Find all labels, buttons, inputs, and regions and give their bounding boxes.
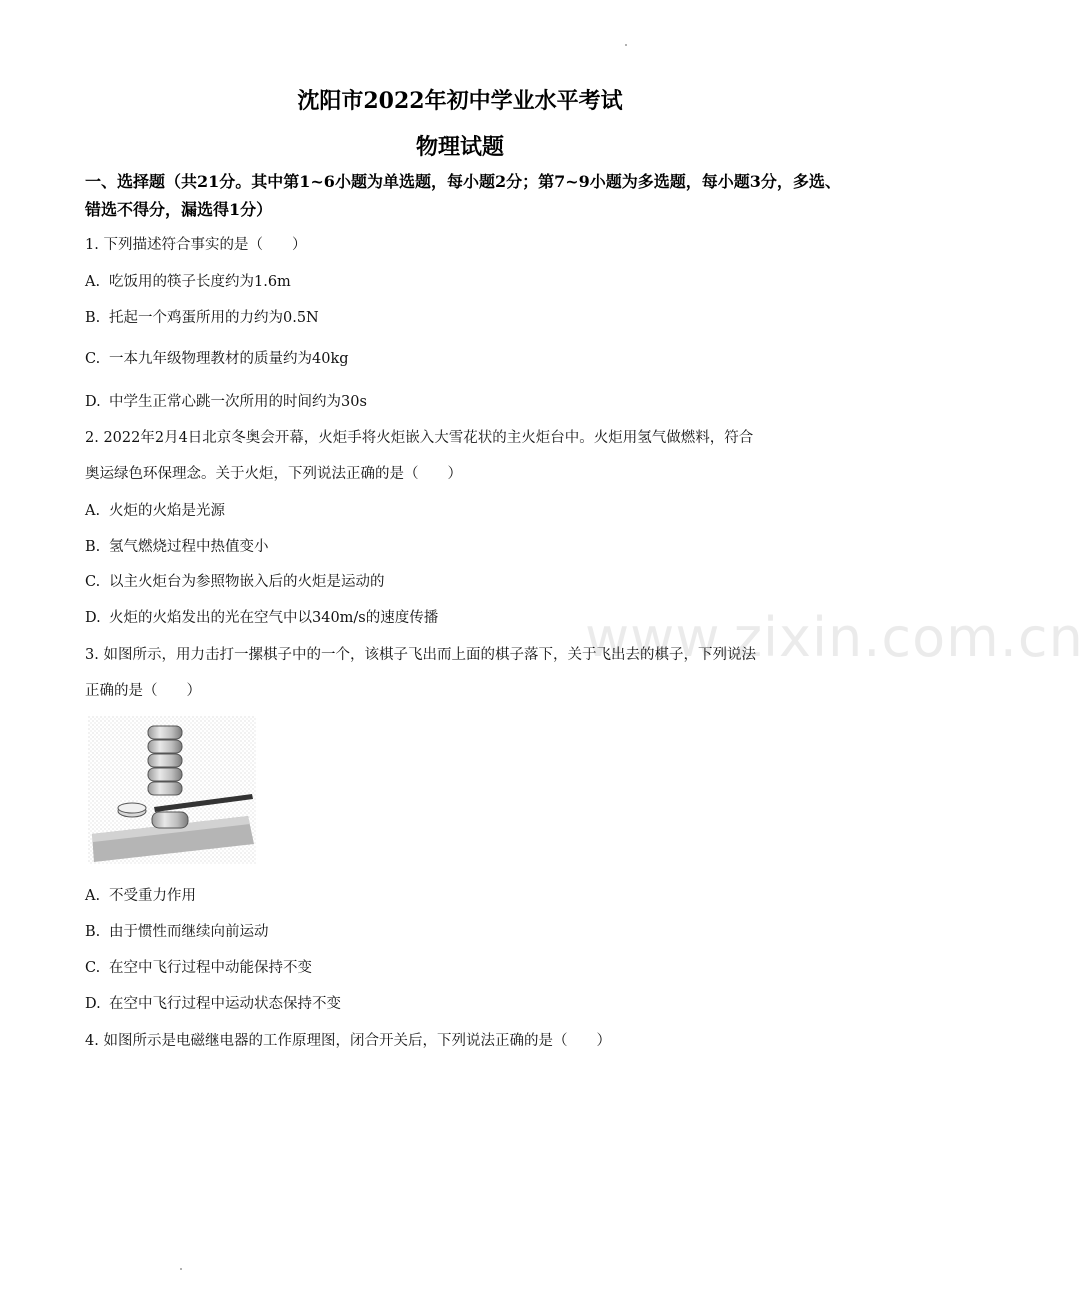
option-label: C. [85,574,101,590]
option-label: D. [85,996,101,1012]
scan-speck [180,1268,182,1270]
option-label: A. [85,503,101,519]
question-4-stem: 4. 如图所示是电磁继电器的工作原理图，闭合开关后，下列说法正确的是（ ） [85,1033,611,1049]
q3-option-c [85,956,312,977]
question-3-stem-line1: 3. 如图所示，用力击打一摞棋子中的一个，该棋子飞出而上面的棋子落下，关于飞出去的棋子，下列说法 [85,647,756,663]
option-label: B. [85,310,101,326]
option-label: A. [85,888,101,904]
q2-option-b [85,535,269,556]
option-label: D. [85,610,101,626]
exam-title: 沈阳市2022年初中学业水平考试 [297,88,623,114]
q2-option-c [85,570,385,591]
option-text: 火炬的火焰是光源 [109,503,225,519]
option-text: 火炬的火焰发出的光在空气中以340m/s的速度传播 [109,610,439,626]
option-text: 由于惯性而继续向前运动 [109,924,269,940]
q1-option-d [85,390,367,411]
option-text: 在空中飞行过程中运动状态保持不变 [109,996,341,1012]
q3-option-a [85,884,196,905]
question-2-stem-line1: 2. 2022年2月4日北京冬奥会开幕，火炬手将火炬嵌入大雪花状的主火炬台中。火炬用氢气做燃料，符合 [85,430,754,446]
q1-option-b [85,306,319,327]
option-label: B. [85,539,101,555]
q3-option-d [85,992,341,1013]
option-label: C. [85,960,101,976]
q2-option-d [85,606,438,627]
scan-speck [625,44,627,46]
question-1-stem: 1. 下列描述符合事实的是（ ） [85,237,307,253]
chess-stack-figure [88,716,256,864]
option-text: 一本九年级物理教材的质量约为40kg [109,351,349,367]
option-text: 不受重力作用 [109,888,196,904]
q1-option-c [85,347,349,368]
option-label: D. [85,394,101,410]
option-text: 中学生正常心跳一次所用的时间约为30s [109,394,367,410]
exam-subtitle: 物理试题 [415,134,504,160]
option-label: A. [85,274,101,290]
option-text: 氢气燃烧过程中热值变小 [109,539,269,555]
q1-option-a [85,270,291,291]
option-label: C. [85,351,101,367]
option-text: 在空中飞行过程中动能保持不变 [109,960,312,976]
question-3-stem-line2: 正确的是（ ） [85,683,201,699]
section-heading: 一、选择题（共21分。其中第1~6小题为单选题，每小题2分；第7~9小题为多选题，每小题3分，多选、错选不得分，漏选得1分） [85,172,841,219]
q2-option-a [85,499,225,520]
option-text: 以主火炬台为参照物嵌入后的火炬是运动的 [109,574,385,590]
q3-option-b [85,920,269,941]
option-label: B. [85,924,101,940]
question-2-stem-line2: 奥运绿色环保理念。关于火炬，下列说法正确的是（ ） [85,466,462,482]
watermark: www.zixin.com.cn [585,606,1084,669]
option-text: 吃饭用的筷子长度约为1.6m [109,274,291,290]
option-text: 托起一个鸡蛋所用的力约为0.5N [109,310,319,326]
